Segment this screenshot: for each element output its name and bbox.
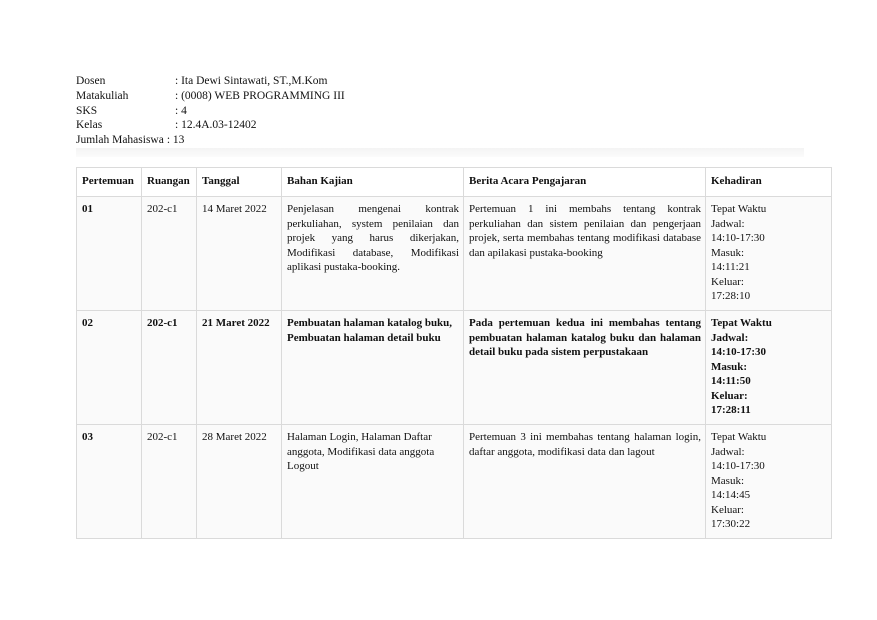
matakuliah-label: Matakuliah bbox=[76, 89, 129, 102]
cell-pertemuan: 03 bbox=[77, 425, 142, 539]
sks-label: SKS bbox=[76, 104, 98, 117]
jadwal-value: 14:10-17:30 bbox=[711, 346, 766, 358]
cell-kehadiran bbox=[706, 197, 832, 311]
cell-pertemuan: 01 bbox=[77, 197, 142, 311]
header-pertemuan: Pertemuan bbox=[77, 168, 142, 197]
attendance-table bbox=[76, 167, 832, 539]
sks-value: : 4 bbox=[175, 104, 187, 117]
jadwal-label: Jadwal: bbox=[711, 445, 745, 458]
header-berita-acara: Berita Acara Pengajaran bbox=[464, 168, 706, 197]
course-info bbox=[76, 74, 345, 148]
header-bahan-kajian: Bahan Kajian bbox=[282, 168, 464, 197]
table-row bbox=[77, 197, 832, 311]
table-row bbox=[77, 425, 832, 539]
jadwal-value: 14:10-17:30 bbox=[711, 460, 765, 472]
info-matakuliah bbox=[76, 89, 345, 104]
jadwal-value: 14:10-17:30 bbox=[711, 232, 765, 244]
cell-tanggal: 21 Maret 2022 bbox=[197, 311, 282, 425]
cell-berita-acara: Pertemuan 3 ini membahas tentang halaman login, daftar anggota, modifikasi data dan lagout bbox=[464, 425, 706, 539]
table-row bbox=[77, 311, 832, 425]
keluar-value: 17:28:11 bbox=[711, 404, 751, 416]
cell-bahan-kajian: Halaman Login, Halaman Daftar anggota, Modifikasi data anggota Logout bbox=[282, 425, 464, 539]
keluar-value: 17:30:22 bbox=[711, 518, 751, 530]
kelas-label: Kelas bbox=[76, 119, 103, 132]
cell-kehadiran bbox=[706, 311, 832, 425]
jumlah-label: Jumlah Mahasiswa bbox=[76, 134, 164, 147]
keluar-value: 17:28:10 bbox=[711, 290, 751, 302]
matakuliah-value: : (0008) WEB PROGRAMMING III bbox=[175, 89, 345, 102]
table-header-row bbox=[77, 168, 832, 197]
info-kelas bbox=[76, 118, 345, 133]
cell-bahan-kajian: Pembuatan halaman katalog buku, Pembuatan halaman detail buku bbox=[282, 311, 464, 425]
keluar-label: Keluar: bbox=[711, 275, 744, 288]
masuk-value: 14:14:45 bbox=[711, 489, 751, 501]
cell-berita-acara: Pada pertemuan kedua ini membahas tentang pembuatan halaman katalog buku dan halaman detail buku pada sistem perpustakaan bbox=[464, 311, 706, 425]
kehadiran-status: Tepat Waktu bbox=[711, 203, 767, 215]
keluar-label: Keluar: bbox=[711, 503, 744, 516]
cell-ruangan: 202-c1 bbox=[142, 197, 197, 311]
cell-kehadiran bbox=[706, 425, 832, 539]
info-dosen bbox=[76, 74, 345, 89]
header-kehadiran: Kehadiran bbox=[706, 168, 832, 197]
jumlah-value: : 13 bbox=[166, 134, 185, 147]
kehadiran-status: Tepat Waktu bbox=[711, 317, 772, 329]
header-divider-band bbox=[76, 148, 804, 157]
dosen-value: : Ita Dewi Sintawati, ST.,M.Kom bbox=[175, 75, 328, 87]
info-sks bbox=[76, 104, 345, 119]
jadwal-label: Jadwal: bbox=[711, 217, 745, 230]
cell-berita-acara: Pertemuan 1 ini membahs tentang kontrak perkuliahan dan sistem penilaian dan pengerjaan projek, serta membahas tentang modifikasi database dan apilakasi pustaka-booking bbox=[464, 197, 706, 311]
masuk-label: Masuk: bbox=[711, 474, 744, 487]
header-ruangan: Ruangan bbox=[142, 168, 197, 197]
kelas-value: : 12.4A.03-12402 bbox=[175, 119, 257, 132]
cell-ruangan: 202-c1 bbox=[142, 425, 197, 539]
header-tanggal: Tanggal bbox=[197, 168, 282, 197]
kehadiran-status: Tepat Waktu bbox=[711, 431, 767, 443]
keluar-label: Keluar: bbox=[711, 389, 748, 402]
cell-bahan-kajian: Penjelasan mengenai kontrak perkuliahan, system penilaian dan projek yang harus dikerjakan, Modifikasi database, Modifikasi aplikasi pustaka-booking. bbox=[282, 197, 464, 311]
masuk-value: 14:11:50 bbox=[711, 375, 751, 387]
dosen-label: Dosen bbox=[76, 75, 106, 87]
cell-pertemuan: 02 bbox=[77, 311, 142, 425]
cell-tanggal: 28 Maret 2022 bbox=[197, 425, 282, 539]
cell-ruangan: 202-c1 bbox=[142, 311, 197, 425]
masuk-label: Masuk: bbox=[711, 246, 744, 259]
masuk-value: 14:11:21 bbox=[711, 261, 750, 273]
info-jumlah bbox=[76, 133, 345, 148]
masuk-label: Masuk: bbox=[711, 360, 748, 373]
jadwal-label: Jadwal: bbox=[711, 331, 749, 344]
cell-tanggal: 14 Maret 2022 bbox=[197, 197, 282, 311]
